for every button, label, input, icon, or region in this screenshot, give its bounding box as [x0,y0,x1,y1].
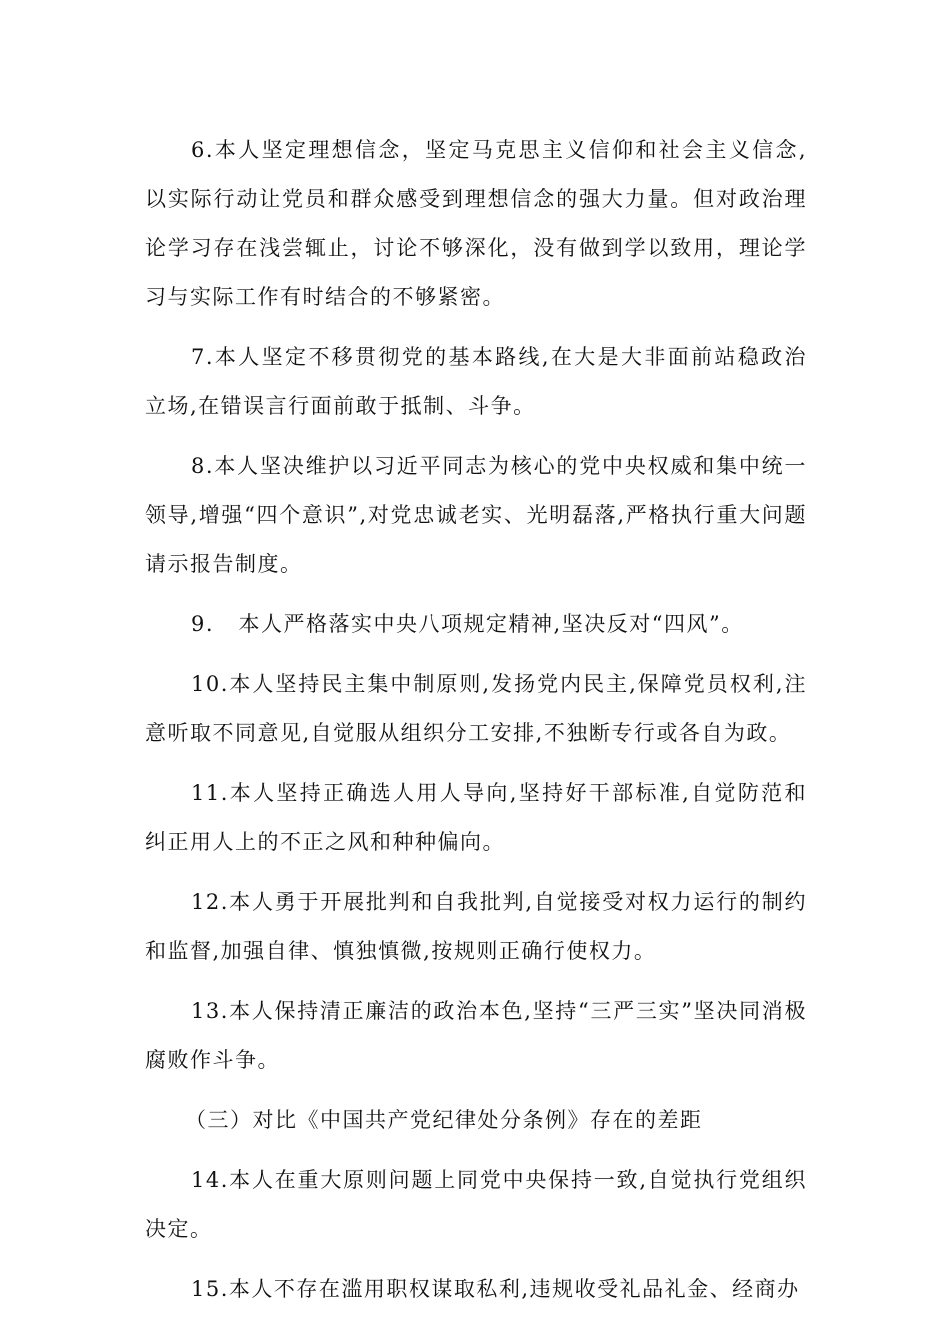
paragraph-11: 11.本人坚持正确选人用人导向,坚持好干部标准,自觉防范和纠正用人上的不正之风和种种偏向。 [145,781,807,854]
paragraph-6: 6.本人坚定理想信念，坚定马克思主义信仰和社会主义信念,以实际行动让党员和群众感受到理想信念的强大力量。但对政治理论学习存在浅尝辄止，讨论不够深化，没有做到学以致用，理论学习与实际工作有时结合的不够紧密。 [145,138,807,309]
paragraph-10: 10.本人坚持民主集中制原则,发扬党内民主,保障党员权利,注意听取不同意见,自觉服从组织分工安排,不独断专行或各自为政。 [145,672,807,745]
document-body [145,126,807,1325]
paragraph-15: 15.本人不存在滥用职权谋取私利,违规收受礼品礼金、经商办 [191,1277,800,1301]
paragraph-14: 14.本人在重大原则问题上同党中央保持一致,自觉执行党组织决定。 [145,1168,807,1241]
paragraph-7: 7.本人坚定不移贯彻党的基本路线,在大是大非面前站稳政治立场,在错误言行面前敢于抵制、斗争。 [145,345,807,418]
paragraph-13: 13.本人保持清正廉洁的政治本色,坚持“三严三实”坚决同消极腐败作斗争。 [145,999,807,1072]
paragraph-8: 8.本人坚决维护以习近平同志为核心的党中央权威和集中统一领导,增强“四个意识”,对党忠诚老实、光明磊落,严格执行重大问题请示报告制度。 [145,454,807,576]
paragraph-9: 9. 本人严格落实中央八项规定精神,坚决反对“四风”。 [191,612,744,636]
section-heading-3: （三）对比《中国共产党纪律处分条例》存在的差距 [185,1108,703,1132]
paragraph-12: 12.本人勇于开展批判和自我批判,自觉接受对权力运行的制约和监督,加强自律、慎独慎微,按规则正确行使权力。 [145,890,807,963]
